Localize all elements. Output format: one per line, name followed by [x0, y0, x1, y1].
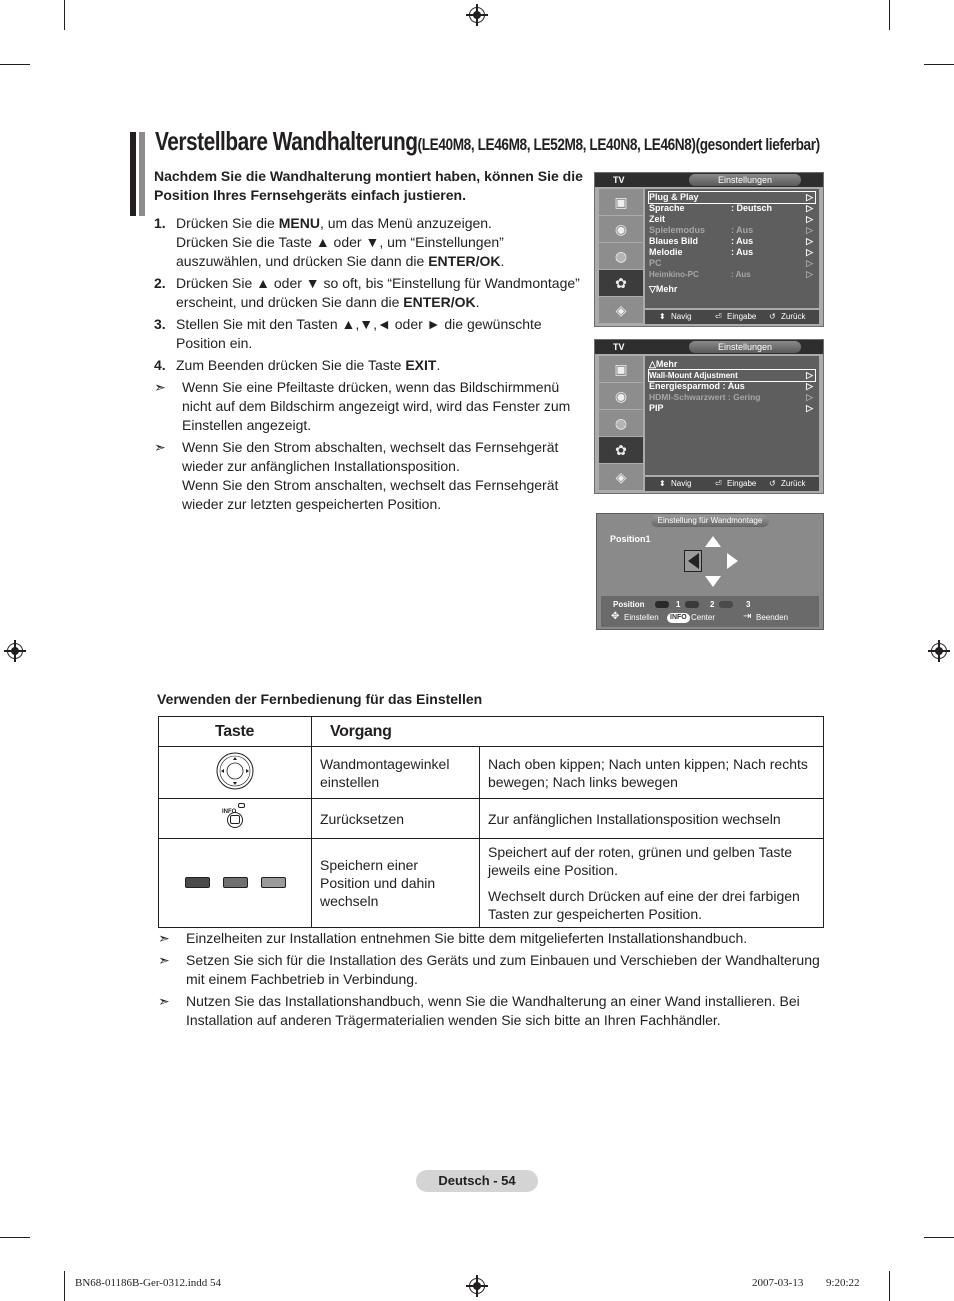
table-cell-name: Speichern einer Position und dahin wechseln — [312, 839, 480, 928]
setup-gear-icon[interactable]: ✿ — [599, 437, 643, 463]
arrow-down-icon[interactable] — [705, 576, 721, 587]
note-item: ➣ Nutzen Sie das Installationshandbuch, wenn Sie die Wandhalterung an einer Wand installieren. Bei Installation auf anderen Trägermaterialien wenden Sie sich bitte an Ihren Fachhändler. — [158, 993, 800, 1028]
crop-mark — [0, 64, 30, 65]
arrow-left-icon[interactable] — [684, 550, 702, 572]
osd-more-item[interactable]: ▽Mehr — [649, 284, 678, 294]
remote-dpad-icon — [215, 751, 255, 791]
position-slot-yellow[interactable] — [719, 601, 733, 608]
table-title: Verwenden der Fernbedienung für das Einstellen — [157, 691, 483, 707]
title-accent-bar — [139, 132, 145, 216]
note-item: ➣ Einzelheiten zur Installation entnehmen Sie bitte dem mitgelieferten Installationshandbuch. — [158, 930, 748, 946]
registration-mark-icon — [928, 640, 950, 662]
input-icon[interactable]: ◈ — [599, 297, 643, 323]
osd-settings-menu-2 — [594, 339, 824, 494]
sound-icon[interactable]: ◉ — [599, 216, 643, 242]
osd-menu-item[interactable]: Zeit ▷ — [649, 214, 813, 224]
osd-menu-item: Spielemodus : Aus ▷ — [649, 225, 813, 235]
table-row — [159, 747, 824, 799]
osd-menu-item: HDMI-Schwarzwert : Gering ▷ — [649, 392, 813, 402]
position-bar-label: Position — [613, 600, 645, 609]
return-icon: ↺ — [769, 312, 776, 321]
table-row — [159, 839, 824, 928]
yellow-button-icon — [261, 877, 286, 888]
osd-menu-item[interactable]: Melodie : Aus ▷ — [649, 247, 813, 257]
note-arrow-icon: ➣ — [154, 379, 166, 395]
arrow-up-icon[interactable] — [705, 536, 721, 547]
table-cell-desc: Speichert auf der roten, grünen und gelben Taste jeweils eine Position. — [488, 844, 793, 878]
move-icon: ✥ — [611, 611, 620, 622]
steps-list — [154, 214, 590, 517]
note-item: ➣ Wenn Sie den Strom abschalten, wechselt das Fernsehgerät wieder zur anfänglichen Installationsposition. Wenn Sie den Strom anschalten, wechselt das Fernsehgerät wieder zur letzten gespeicherten Position. — [154, 439, 559, 512]
table-cell-desc: Nach oben kippen; Nach unten kippen; Nach rechts bewegen; Nach links bewegen — [480, 747, 824, 799]
osd-header-tab: Einstellung für Wandmontage — [651, 515, 769, 527]
osd-wall-mount-position — [596, 513, 824, 630]
channel-icon[interactable]: ◍ — [599, 410, 643, 436]
note-item: ➣ Wenn Sie eine Pfeiltaste drücken, wenn das Bildschirmmenü nicht auf dem Bildschirm angezeigt wird, wird das Fenster zum Einstellen angezeigt. — [154, 379, 571, 433]
page-number: Deutsch - 54 — [416, 1170, 538, 1192]
position-slot-green[interactable] — [685, 601, 699, 608]
table-cell-name: Zurücksetzen — [312, 799, 480, 839]
table-cell-desc: Zur anfänglichen Installationsposition wechseln — [480, 799, 824, 839]
note-item: ➣ Setzen Sie sich für die Installation des Geräts und zum Einbauen und Verschieben der Wandhalterung mit einem Fachbetrieb in Verbindung. — [158, 952, 820, 987]
registration-mark-icon — [466, 1275, 488, 1297]
osd-menu-panel — [645, 356, 819, 475]
crop-mark — [64, 1271, 65, 1301]
crop-mark — [924, 1237, 954, 1238]
osd-header-tab: Einstellungen — [689, 174, 801, 186]
osd-category-sidebar — [599, 189, 643, 324]
setup-gear-icon[interactable]: ✿ — [599, 270, 643, 296]
step-number: 3. — [154, 316, 166, 332]
osd-category-sidebar — [599, 356, 643, 491]
navigate-icon: ⬍ — [659, 312, 666, 321]
osd-menu-item[interactable]: PIP ▷ — [649, 403, 813, 413]
title-main: Verstellbare Wandhalterung — [155, 126, 418, 156]
picture-icon[interactable]: ▣ — [599, 189, 643, 215]
info-badge: INFO — [667, 613, 690, 623]
channel-icon[interactable]: ◍ — [599, 243, 643, 269]
date-slug: 2007-03-13 ￿￿ 9:20:22 — [752, 1277, 860, 1289]
note-arrow-icon: ➣ — [158, 993, 170, 1009]
osd-header: TV Einstellungen — [595, 173, 823, 187]
red-button-icon — [185, 877, 210, 888]
picture-icon[interactable]: ▣ — [599, 356, 643, 382]
bottom-notes — [158, 929, 824, 1033]
osd-menu-panel — [645, 189, 819, 308]
note-arrow-icon: ➣ — [154, 439, 166, 455]
step-number: 4. — [154, 357, 166, 373]
arrow-right-icon[interactable] — [727, 553, 738, 569]
osd-menu-item: PC ▷ — [649, 258, 813, 268]
osd-header-tab: Einstellungen — [689, 341, 801, 353]
title-models: (LE40M8, LE46M8, LE52M8, LE40N8, LE46N8)(gesondert lieferbar) — [417, 135, 820, 154]
step-item: 2. Drücken Sie ▲ oder ▼ so oft, bis “Einstellung für Wandmontage” erscheint, und drücken Sie dann die ENTER/OK. — [154, 275, 580, 310]
osd-more-item[interactable]: △Mehr — [649, 359, 678, 369]
remote-control-table — [158, 716, 824, 928]
osd-footer: ⬍ Navig ⏎ Eingabe ↺ Zurück — [645, 477, 819, 491]
step-item: 3. Stellen Sie mit den Tasten ▲,▼,◄ oder ► die gewünschte Position ein. — [154, 316, 542, 351]
osd-menu-item[interactable]: Wall-Mount Adjustment ▷ — [649, 370, 813, 380]
green-button-icon — [223, 877, 248, 888]
table-cell-name: Wandmontagewinkel einstellen — [312, 747, 480, 799]
exit-icon: ⇥ — [743, 611, 752, 622]
color-buttons-icon — [185, 877, 286, 888]
step-number: 1. — [154, 215, 166, 231]
intro-text: Nachdem Sie die Wandhalterung montiert haben, können Sie die Position Ihres Fernsehgeräts einfach justieren. — [154, 168, 583, 203]
osd-footer: ⬍ Navig ⏎ Eingabe ↺ Zurück — [645, 310, 819, 324]
enter-icon: ⏎ — [715, 312, 722, 321]
step-number: 2. — [154, 275, 166, 291]
input-icon[interactable]: ◈ — [599, 464, 643, 490]
osd-bottom-bar: Position 1 2 3 ✥ Einstellen INFO Center ⇥ Beenden — [601, 596, 819, 627]
osd-menu-item[interactable]: Plug & Play ▷ — [649, 192, 813, 202]
table-row — [159, 799, 824, 839]
crop-mark — [0, 1237, 30, 1238]
registration-mark-icon — [4, 640, 26, 662]
page-title — [155, 126, 820, 157]
registration-mark-icon — [466, 4, 488, 26]
table-cell-desc: Wechselt durch Drücken auf eine der drei farbigen Tasten zur gespeicherten Position. — [488, 888, 800, 922]
osd-menu-item[interactable]: Sprache : Deutsch ▷ — [649, 203, 813, 213]
info-button-icon: INFO — [220, 803, 250, 831]
enter-icon: ⏎ — [715, 479, 722, 488]
crop-mark — [64, 0, 65, 30]
position-slot-red[interactable] — [655, 601, 669, 608]
osd-settings-menu-1 — [594, 172, 824, 327]
position-label: Position1 — [610, 534, 651, 544]
file-slug: BN68-01186B-Ger-0312.indd 54 — [75, 1277, 222, 1289]
osd-menu-item[interactable]: Blaues Bild : Aus ▷ — [649, 236, 813, 246]
osd-menu-item: Heimkino-PC : Aus ▷ — [649, 269, 813, 279]
osd-header: TV Einstellungen — [595, 340, 823, 354]
osd-menu-item[interactable]: Energiesparmod : Aus ▷ — [649, 381, 813, 391]
table-header-action: Vorgang — [312, 717, 824, 747]
navigate-icon: ⬍ — [659, 479, 666, 488]
crop-mark — [889, 0, 890, 30]
note-arrow-icon: ➣ — [158, 952, 170, 968]
note-arrow-icon: ➣ — [158, 930, 170, 946]
title-accent-bar — [130, 132, 136, 216]
crop-mark — [924, 64, 954, 65]
table-header-key: Taste — [159, 717, 312, 747]
return-icon: ↺ — [769, 479, 776, 488]
sound-icon[interactable]: ◉ — [599, 383, 643, 409]
step-item: 1. Drücken Sie die MENU, um das Menü anzuzeigen. Drücken Sie die Taste ▲ oder ▼, um “Einstellungen” auszuwählen, und drücken Sie dann die ENTER/OK. — [154, 215, 505, 269]
step-item: 4. Zum Beenden drücken Sie die Taste EXIT. — [154, 357, 441, 373]
crop-mark — [889, 1271, 890, 1301]
